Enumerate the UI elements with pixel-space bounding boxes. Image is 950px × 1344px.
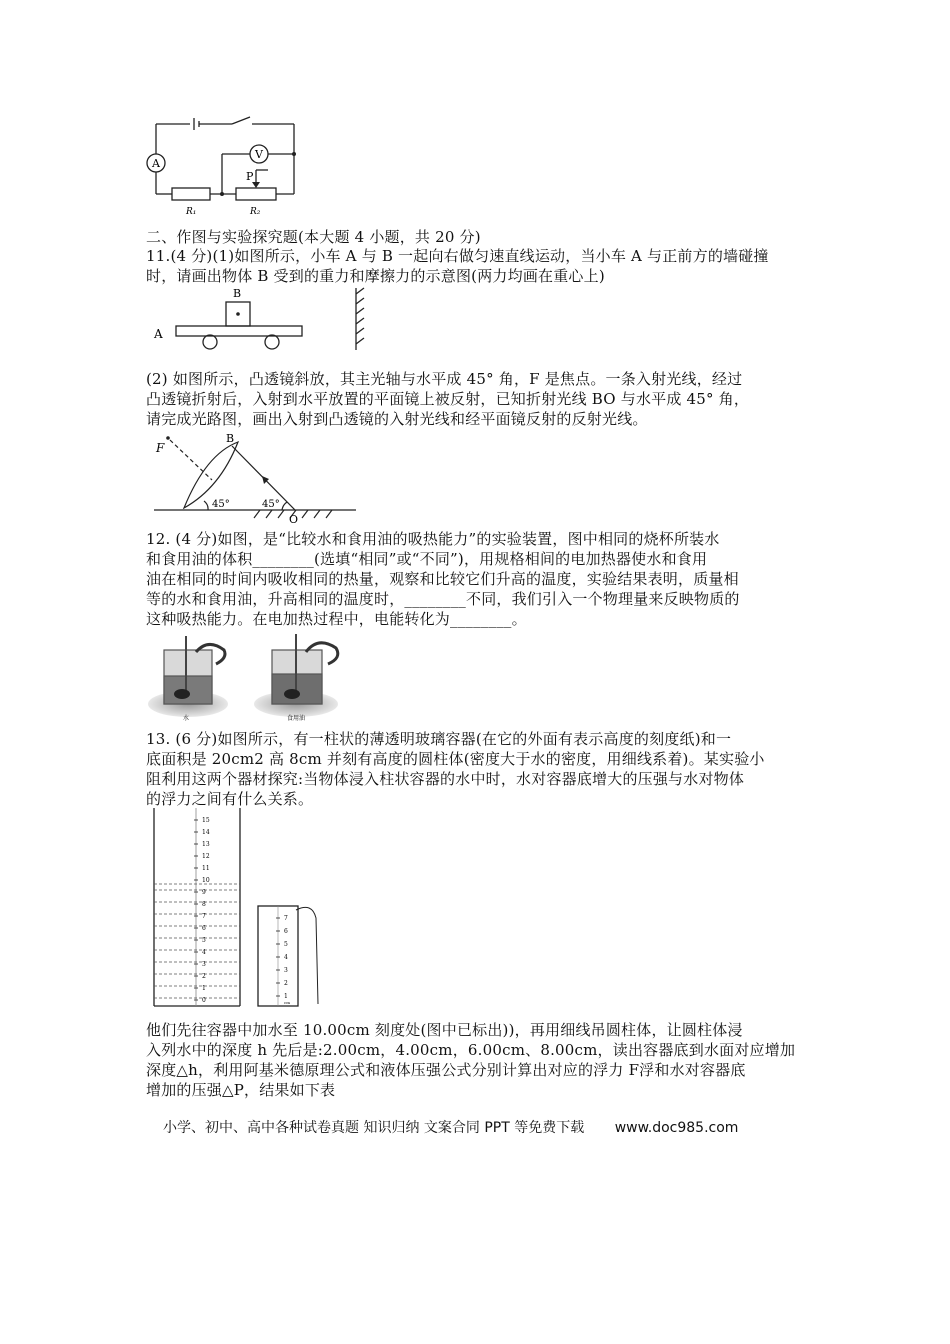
container-tick-label: 15: [202, 817, 210, 824]
container-tick-label: 1: [202, 985, 206, 992]
container-cylinder-diagram: [146, 806, 332, 1012]
cylinder-tick-label: 6: [284, 928, 288, 935]
container-tick-label: 14: [202, 829, 210, 836]
section-heading: 二、作图与实验探究题(本大题 4 小题，共 20 分): [146, 228, 481, 246]
lens-diagram: [150, 430, 360, 524]
q11-part2-line3: 请完成光路图，画出入射到凸透镜的入射光线和经平面镜反射的反射光线。: [146, 410, 648, 428]
container-tick-label: 10: [202, 877, 210, 884]
container-tick-label: 11: [202, 865, 210, 872]
cylinder-unit-label: cm: [284, 1000, 291, 1005]
page-footer: [163, 1117, 738, 1137]
container-tick-label: 3: [202, 961, 206, 968]
cylinder-tick-label: 7: [284, 915, 288, 922]
container-tick-label: 8: [202, 901, 206, 908]
r1-label: R₁: [186, 207, 197, 217]
cylinder-tick-label: 1: [284, 993, 288, 1000]
cylinder-tick-label: 5: [284, 941, 288, 948]
container-tick-label: 9: [202, 889, 206, 896]
q13-line3: 阻利用这两个器材探究:当物体浸入柱状容器的水中时，水对容器底增大的压强与水对物体: [146, 770, 745, 788]
q12-line3: 油在相同的时间内吸收相同的热量，观察和比较它们升高的温度，实验结果表明，质量相: [146, 570, 739, 588]
slider-label: P: [246, 170, 254, 183]
circuit-diagram: [146, 112, 298, 220]
focal-point-label: F: [156, 441, 165, 455]
cart-label-a: A: [154, 327, 163, 341]
cylinder-tick-label: 4: [284, 954, 288, 961]
beakers-photo: [146, 630, 366, 722]
q11-part1-line2: 时，请画出物体 B 受到的重力和摩擦力的示意图(两力均画在重心上): [146, 267, 605, 285]
q13-line1: 13. (6 分)如图所示，有一柱状的薄透明玻璃容器(在它的外面有表示高度的刻度纸)和一: [146, 730, 732, 748]
r2-label: R₂: [250, 207, 261, 217]
q11-part1-line1: 11.(4 分)(1)如图所示，小车 A 与 B 一起向右做匀速直线运动，当小车 A 与正前方的墙碰撞: [146, 247, 769, 265]
footer-url[interactable]: www.doc985.com: [614, 1120, 739, 1136]
container-tick-label: 6: [202, 925, 206, 932]
q13-line4: 的浮力之间有什么关系。: [146, 790, 314, 808]
q11-part2-line2: 凸透镜折射后，入射到水平放置的平面镜上被反射，已知折射光线 BO 与水平成 45° 角，: [146, 390, 750, 408]
ammeter-label: A: [152, 157, 160, 170]
q13-line2: 底面积是 20cm2 高 8cm 并刻有高度的圆柱体(密度大于水的密度，用细线系着)。某实验小: [146, 750, 765, 768]
container-tick-label: 7: [202, 913, 206, 920]
ray-angle-label: 45°: [262, 499, 280, 510]
q12-line2: 和食用油的体积________(选填“相同”或“不同”)，用规格相间的电加热器使水和食用: [146, 550, 708, 568]
lens-angle-label: 45°: [212, 499, 230, 510]
mirror-point-o-label: O: [289, 513, 299, 524]
block-label-b: B: [233, 287, 242, 300]
q12-line1: 12. (4 分)如图，是“比较水和食用油的吸热能力”的实验装置，图中相同的烧杯所装水: [146, 530, 720, 548]
container-tick-label: 5: [202, 937, 206, 944]
q13-after-line2: 入列水中的深度 h 先后是:2.00cm，4.00cm，6.00cm、8.00cm，读出容器底到水面对应增加: [146, 1041, 796, 1059]
q12-line5: 这种吸热能力。在电加热过程中，电能转化为________。: [146, 610, 527, 628]
q13-after-line3: 深度△h，利用阿基米德原理公式和液体压强公式分别计算出对应的浮力 F浮和水对容器底: [146, 1061, 746, 1079]
container-tick-label: 12: [202, 853, 210, 860]
container-tick-label: 13: [202, 841, 210, 848]
lens-point-b-label: B: [226, 432, 235, 445]
q13-after-line1: 他们先往容器中加水至 10.00cm 刻度处(图中已标出))，再用细线吊圆柱体，让圆柱体浸: [146, 1021, 743, 1039]
container-tick-label: 0: [202, 997, 206, 1004]
beaker-water-label: 水: [182, 715, 190, 722]
cylinder-tick-label: 3: [284, 967, 288, 974]
footer-text: 小学、初中、高中各种试卷真题 知识归纳 文案合同 PPT 等免费下载: [163, 1120, 585, 1136]
voltmeter-label: V: [255, 148, 263, 161]
cylinder-tick-label: 2: [284, 980, 288, 987]
beaker-oil-label: 食用油: [286, 715, 306, 722]
q12-line4: 等的水和食用油，升高相同的温度时，________不同，我们引入一个物理量来反映物质的: [146, 590, 740, 608]
cart-block-diagram: [150, 286, 370, 352]
container-tick-label: 4: [202, 949, 206, 956]
container-tick-label: 2: [202, 973, 206, 980]
q13-after-line4: 增加的压强△P，结果如下表: [146, 1081, 336, 1099]
q11-part2-line1: (2) 如图所示，凸透镜斜放，其主光轴与水平成 45° 角，F 是焦点。一条入射光线，经过: [146, 370, 743, 388]
